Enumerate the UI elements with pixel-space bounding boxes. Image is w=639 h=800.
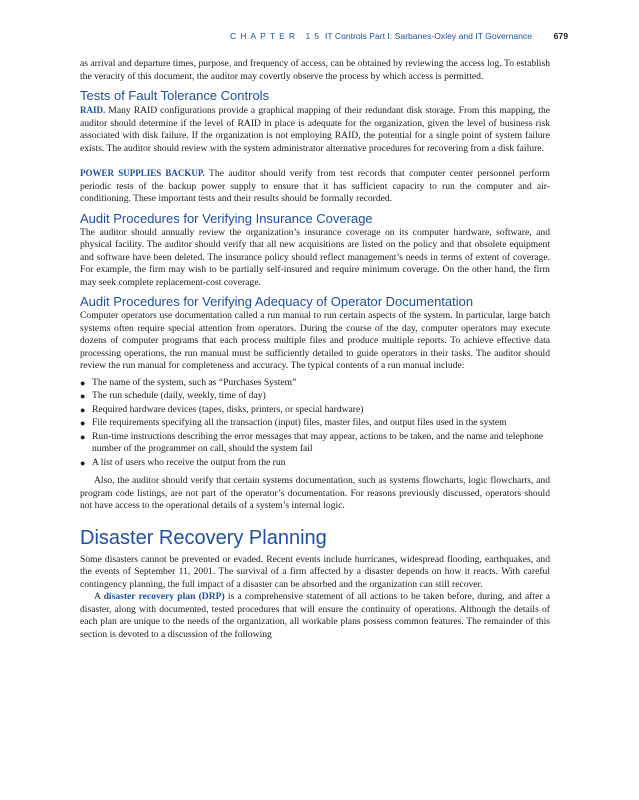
bullet-icon: ● xyxy=(80,418,86,428)
bullet-icon: ● xyxy=(80,457,86,468)
bullet-icon: ● xyxy=(80,431,86,442)
disaster-paragraph-2 xyxy=(80,591,550,641)
heading-fault-tolerance: Tests of Fault Tolerance Controls xyxy=(80,88,270,103)
list-item-text: Run-time instructions describing the error messages that may appear, actions to be taken, and the name and telephone number of the programmer on call, should the system fail xyxy=(92,430,544,454)
insurance-paragraph: The auditor should annually review the organization’s insurance coverage on its computer hardware, software, and physical facility. The auditor should verify that all new acquisitions are listed on the policy and that obsolete equipment and software have been deleted. The insurance policy should reflect management’s needs in terms of extent of coverage. For example, the firm may wish to be partially self-insured and require minimum coverage. On the other hand, the firm may seek complete replacement-cost coverage. xyxy=(80,226,550,288)
heading-insurance: Audit Procedures for Verifying Insurance Coverage xyxy=(80,210,373,226)
list-item-text: The name of the system, such as “Purchases System” xyxy=(92,376,297,388)
list-item xyxy=(80,390,550,403)
operator-docs-closing: Also, the auditor should verify that certain systems documentation, such as systems flowcharts, logic flowcharts, and program code listings, are not part of the operator’s documentation. For reasons previously discussed, operators should not have access to the operational details of a system’s internal logic. xyxy=(80,475,550,511)
drp-term: disaster recovery plan (DRP) xyxy=(103,591,225,602)
bullet-icon: ● xyxy=(80,391,86,401)
power-text: The auditor should verify from test records that computer center personnel perform periodic tests of the backup power supply to ensure that it has sufficient capacity to run the computer and air-conditioning. These important tests and their results should be formally recorded. xyxy=(80,168,550,204)
list-item-text: The run schedule (daily, weekly, time of day) xyxy=(92,390,266,401)
list-item-text: File requirements specifying all the transaction (input) files, master files, and output files used in the system xyxy=(92,417,507,428)
power-paragraph xyxy=(80,167,550,206)
body-text xyxy=(80,58,550,641)
list-item xyxy=(80,417,550,430)
raid-label: RAID. xyxy=(80,105,106,115)
raid-paragraph xyxy=(80,104,550,155)
run-manual-list xyxy=(80,377,550,470)
heading-disaster-recovery: Disaster Recovery Planning xyxy=(80,526,327,549)
bullet-icon: ● xyxy=(80,377,86,388)
bullet-icon: ● xyxy=(80,404,86,415)
power-label: POWER SUPPLIES BACKUP. xyxy=(80,168,205,178)
list-item-text: A list of users who receive the output from the run xyxy=(92,456,286,468)
para2-start: A xyxy=(94,591,104,602)
disaster-paragraph-1: Some disasters cannot be prevented or evaded. Recent events include hurricanes, widespread flooding, earthquakes, and the events of September 11, 2001. The survival of a firm affected by a disaster depends on how it reacts. With careful contingency planning, the full impact of a disaster can be absorbed and the organization can still recover. xyxy=(80,553,550,590)
list-item xyxy=(80,430,550,456)
para2-rest: is a comprehensive statement of all actions to be taken before, during, and after a disaster, along with documented, tested procedures that will ensure the continuity of operations. Although the details of each plan are unique to the needs of the organization, all workable plans possess common features. The remainder of this section is devoted to a discussion of the following xyxy=(80,591,551,640)
intro-paragraph: as arrival and departure times, purpose, and frequency of access, can be obtained by reviewing the access log. To establish the veracity of this document, the auditor may covertly observe the process by which access is permitted. xyxy=(80,58,550,82)
list-item xyxy=(80,456,550,470)
chapter-label: CHAPTER 15 xyxy=(230,31,324,41)
heading-operator-docs: Audit Procedures for Verifying Adequacy of Operator Documentation xyxy=(80,294,474,309)
raid-text: Many RAID configurations provide a graphical mapping of their redundant disk storage. From this mapping, the auditor should determine if the level of RAID in place is adequate for the organization, given the level of business risk associated with disk failure. If the organization is not employing RAID, the potential for a single point of system failure exists. The auditor should review with the system administrator alternative procedures for recovering from a disk failure. xyxy=(80,105,550,154)
list-item xyxy=(80,376,550,390)
list-item xyxy=(80,403,550,417)
page-number: 679 xyxy=(553,31,568,41)
chapter-title: IT Controls Part I: Sarbanes-Oxley and IT Governance xyxy=(325,31,532,41)
running-head xyxy=(80,31,568,45)
operator-docs-paragraph: Computer operators use documentation called a run manual to run certain aspects of the system. In particular, large batch systems often require special attention from operators. During the course of the day, computer operators may execute dozens of computer programs that each process multiple files and produce multiple reports. To achieve effective data processing operations, the run manual must be sufficiently detailed to guide operators in their tasks. The auditor should review the run manual for completeness and accuracy. The typical contents of a run manual include: xyxy=(80,310,550,371)
list-item-text: Required hardware devices (tapes, disks, printers, or special hardware) xyxy=(92,403,364,415)
